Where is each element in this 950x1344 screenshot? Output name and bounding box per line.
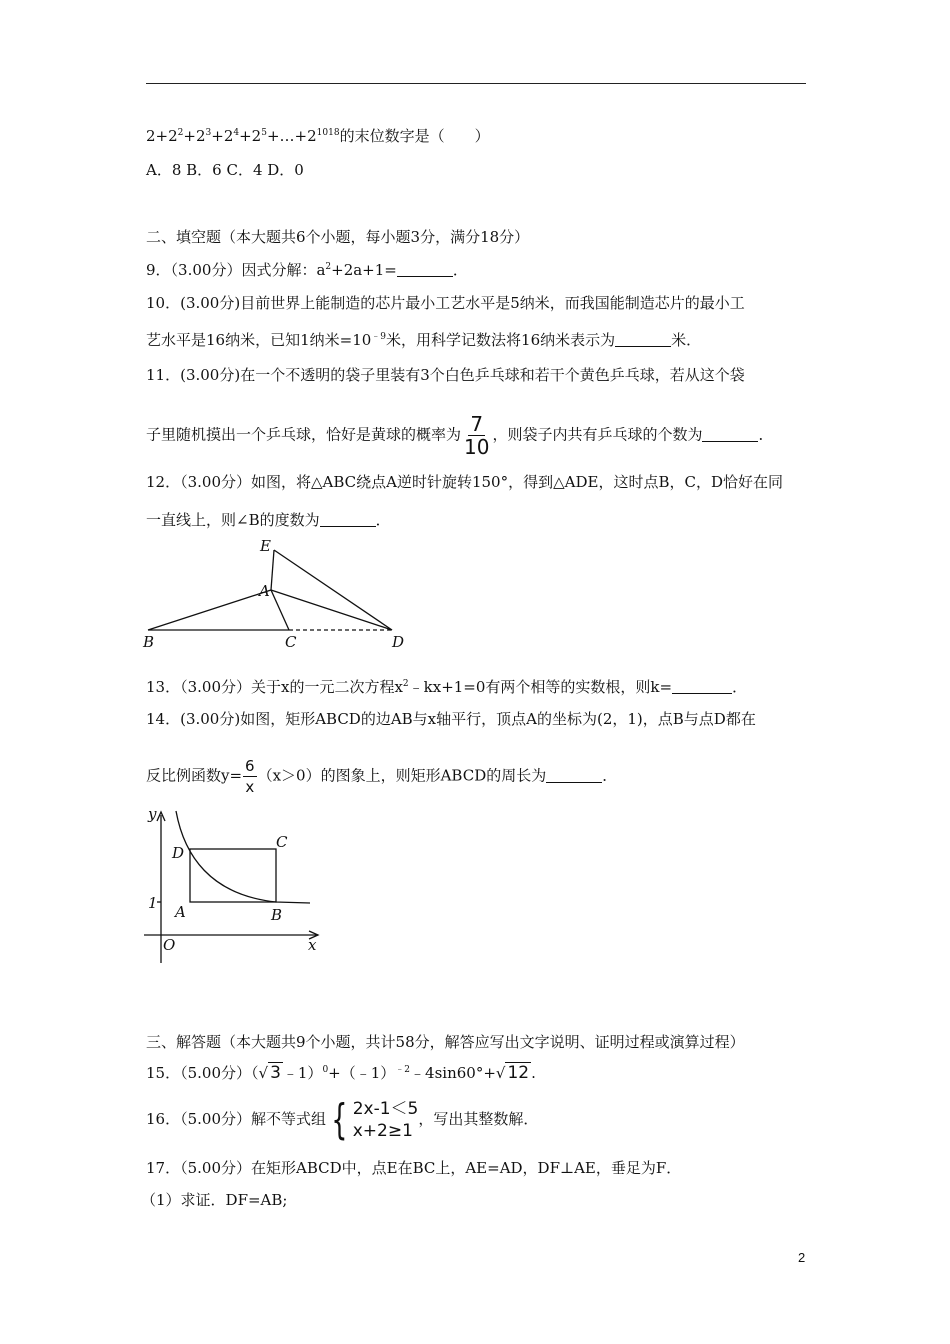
question-14-line2: 反比例函数y= $\frac{6}{x}$ （x＞0）的图象上，则矩形ABCD的周长为 ．	[146, 757, 618, 796]
question-12-line1: 12．（3.00分）如图，将△ABC绕点A逆时针旋转150°，得到△ADE，这时点B，C，D恰好在同	[146, 473, 783, 491]
inequality-system: { 2x-1＜5 x+2≥1	[331, 1095, 419, 1144]
question-10-line2: 艺水平是16纳米，已知1纳米$=10^{﹣9}$米，用科学记数法将16纳米表示为 米．	[146, 331, 702, 349]
point-label-a: A	[175, 903, 186, 921]
answer-blank[interactable]	[672, 679, 732, 694]
question-10-line1: 10．(3.00分)目前世界上能制造的芯片最小工艺水平是5纳米，而我国能制造芯片的最小工	[146, 294, 745, 312]
q8-expression: $2+2^2+2^3+2^4+2^5+\dots+2^{1018}$的末位数字是（ ）	[146, 127, 490, 145]
fraction-7-10: $\frac{7}{10}$	[464, 412, 490, 459]
header-rule	[146, 83, 806, 84]
axis-label-y: y	[148, 805, 157, 823]
sqrt-12: √ 12	[495, 1063, 530, 1083]
origin-label: O	[163, 936, 176, 954]
answer-blank[interactable]	[320, 512, 376, 527]
point-label-a: A	[259, 582, 270, 600]
answer-blank[interactable]	[397, 262, 453, 277]
answer-blank[interactable]	[615, 332, 671, 347]
sqrt-3: √ 3	[258, 1063, 281, 1083]
question-9: 9．（3.00分）因式分解：$a^2+2a+1=$ ．	[146, 261, 468, 279]
point-label-c: C	[276, 833, 288, 851]
question-15: 15．（5.00分）（√ 3 ﹣1）$^0$+（﹣1）$^{﹣2}$﹣4sin60°+√ 12 .	[146, 1063, 536, 1083]
question-17-part1: （1）求证．DF=AB;	[141, 1191, 288, 1209]
section-2-title: 二、填空题（本大题共6个小题，每小题3分，满分18分）	[146, 228, 530, 246]
triangle-rotation-figure	[140, 530, 420, 655]
point-label-b: B	[271, 906, 283, 924]
q8-options: A．8 B．6 C．4 D．0	[146, 161, 304, 179]
question-11-line2: 子里随机摸出一个乒乓球，恰好是黄球的概率为 $\frac{7}{10}$ ，则袋子内共有乒乓球的个数为 ．	[146, 412, 774, 459]
question-12-line2: 一直线上，则∠B的度数为 ．	[146, 511, 391, 529]
question-13: 13．（3.00分）关于x的一元二次方程$x^2﹣kx+1=0$有两个相等的实数根，则k= ．	[146, 678, 748, 696]
point-label-e: E	[260, 537, 271, 555]
answer-blank[interactable]	[546, 768, 602, 783]
axis-label-x: x	[308, 936, 317, 954]
point-label-b: B	[143, 633, 155, 651]
point-label-d: D	[172, 844, 185, 862]
question-16: 16．（5.00分）解不等式组 { 2x-1＜5 x+2≥1 ，写出其整数解．	[146, 1095, 539, 1144]
reciprocal-function-figure	[140, 805, 330, 970]
question-11-line1: 11．(3.00分)在一个不透明的袋子里装有3个白色乒乓球和若干个黄色乒乓球，若从这个袋	[146, 366, 745, 384]
tick-label-1: 1	[148, 894, 158, 912]
section-3-title: 三、解答题（本大题共9个小题，共计58分，解答应写出文字说明、证明过程或演算过程）	[146, 1033, 745, 1051]
point-label-c: C	[285, 633, 297, 651]
question-17-line1: 17．（5.00分）在矩形ABCD中，点E在BC上，AE=AD，DF⊥AE，垂足为F．	[146, 1159, 682, 1177]
answer-blank[interactable]	[702, 427, 758, 442]
page-number: 2	[798, 1250, 806, 1265]
point-label-d: D	[392, 633, 405, 651]
fraction-6-x: $\frac{6}{x}$	[245, 757, 255, 796]
question-14-line1: 14．(3.00分)如图，矩形ABCD的边AB与x轴平行，顶点A的坐标为(2，1)，点B与点D都在	[146, 710, 756, 728]
